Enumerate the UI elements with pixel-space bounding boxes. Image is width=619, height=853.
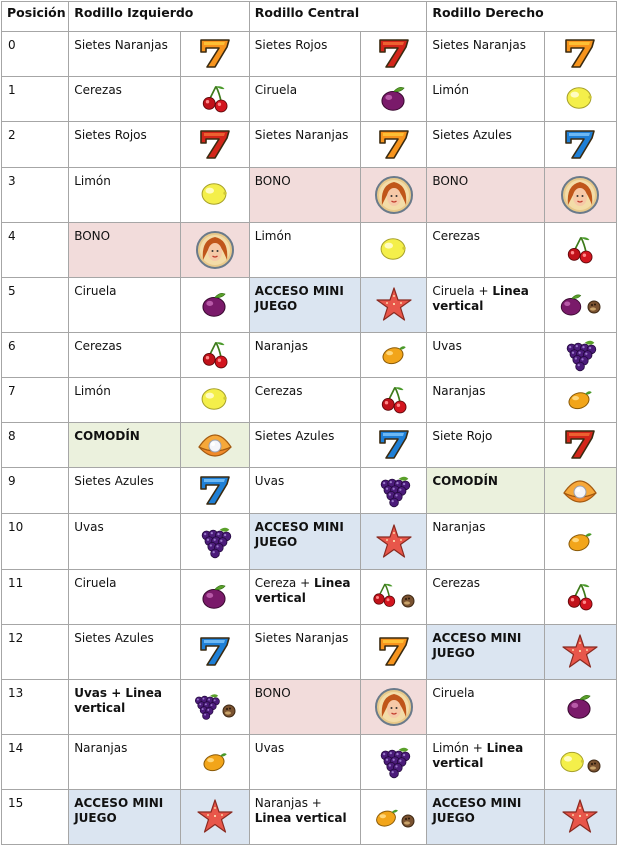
symbol-label: ACCESO MINI JUEGO [432,631,522,660]
symbol-label: Limón + [432,741,487,755]
symbol-label: Uvas [254,474,285,488]
center-reel-symbol-name [249,625,360,680]
left-reel-symbol-name [69,278,180,333]
orange-icon [195,742,235,782]
table-row [2,278,617,333]
left-reel-symbol-image [180,468,249,514]
left-reel-symbol-name [69,468,180,514]
position-cell: 0 [2,32,69,77]
right-reel-symbol-name [427,423,544,468]
symbol-label: Sietes Azules [74,474,154,488]
table-row [2,468,617,514]
left-reel-symbol-image [180,77,249,122]
left-reel-symbol-image [180,735,249,790]
table-row [2,168,617,223]
center-reel-symbol-image [361,514,427,570]
symbol-label: Ciruela [432,686,475,700]
symbol-label: COMODÍN [74,429,140,443]
symbol-label: Linea vertical [254,811,347,825]
left-reel-symbol-image [180,168,249,223]
center-reel-symbol-name [249,333,360,378]
center-reel-symbol-image [361,122,427,168]
symbol-label: Cerezas [432,229,481,243]
symbol-label: Sietes Azules [74,631,154,645]
right-reel-symbol-name [427,790,544,845]
symbol-label: Linea vertical [432,284,529,313]
symbol-label: ACCESO MINI JUEGO [74,796,164,825]
right-reel-symbol-name [427,514,544,570]
position-cell: 11 [2,570,69,625]
left-reel-symbol-image [180,223,249,278]
center-reel-symbol-name [249,680,360,735]
table-row [2,77,617,122]
left-reel-symbol-name [69,223,180,278]
symbol-label: Cerezas [74,83,122,97]
symbol-label: Naranjas + [254,796,322,810]
left-reel-symbol-image [180,570,249,625]
left-reel-symbol-name [69,77,180,122]
position-cell: 5 [2,278,69,333]
right-reel-symbol-image [544,122,616,168]
header-center-reel: Rodillo Central [249,2,427,32]
cherries-coconut-icon [370,577,418,617]
right-reel-symbol-name [427,223,544,278]
symbol-label: Limón [74,174,111,188]
center-reel-symbol-name [249,735,360,790]
right-reel-symbol-name [427,77,544,122]
center-reel-symbol-name [249,468,360,514]
left-reel-symbol-name [69,168,180,223]
left-reel-symbol-image [180,333,249,378]
right-reel-symbol-image [544,680,616,735]
center-reel-symbol-image [361,223,427,278]
table-row [2,423,617,468]
symbol-label: Sietes Naranjas [74,38,168,52]
center-reel-symbol-image [361,570,427,625]
position-cell: 1 [2,77,69,122]
bono-girl-icon [374,175,414,215]
symbol-label: ACCESO MINI JUEGO [254,520,344,549]
symbol-label: Naranjas [432,520,486,534]
starfish-icon [560,632,600,672]
right-reel-symbol-image [544,625,616,680]
center-reel-symbol-name [249,168,360,223]
table-row [2,333,617,378]
center-reel-symbol-image [361,77,427,122]
position-cell: 6 [2,333,69,378]
left-reel-symbol-image [180,278,249,333]
left-reel-symbol-image [180,680,249,735]
right-reel-symbol-image [544,168,616,223]
left-reel-symbol-name [69,514,180,570]
right-reel-symbol-name [427,278,544,333]
symbol-label: BONO [254,174,291,188]
right-reel-symbol-image [544,514,616,570]
lemon-icon [374,230,414,270]
symbol-label: Ciruela + [432,284,493,298]
header-position: Posición [2,2,69,32]
center-reel-symbol-image [361,468,427,514]
symbol-label: Uvas [74,520,104,534]
left-reel-symbol-name [69,423,180,468]
cherries-icon [560,577,600,617]
starfish-icon [374,285,414,325]
right-reel-symbol-image [544,223,616,278]
symbol-label: COMODÍN [432,474,498,488]
table-row [2,790,617,845]
cherries-icon [560,230,600,270]
symbol-label: Sietes Rojos [254,38,328,52]
left-reel-symbol-image [180,378,249,423]
table-row [2,625,617,680]
seven-blue-icon [560,125,600,165]
bono-girl-icon [560,175,600,215]
starfish-icon [195,797,235,837]
right-reel-symbol-name [427,735,544,790]
table-row [2,735,617,790]
orange-icon [374,335,414,375]
left-reel-symbol-name [69,680,180,735]
right-reel-symbol-name [427,122,544,168]
lemon-icon [560,79,600,119]
symbol-label: Naranjas [254,339,308,353]
cherries-icon [195,79,235,119]
center-reel-symbol-image [361,333,427,378]
right-reel-symbol-image [544,570,616,625]
pearl-shell-icon [195,425,235,465]
table-row [2,570,617,625]
grapes-icon [374,742,414,782]
right-reel-symbol-image [544,423,616,468]
grapes-icon [374,471,414,511]
symbol-label: Uvas [432,339,462,353]
seven-red-icon [195,125,235,165]
left-reel-symbol-image [180,514,249,570]
position-cell: 3 [2,168,69,223]
symbol-label: Siete Rojo [432,429,493,443]
left-reel-symbol-image [180,32,249,77]
header-row [2,2,617,32]
symbol-label: Sietes Naranjas [432,38,526,52]
symbol-label: Sietes Azules [254,429,335,443]
symbol-label: Sietes Rojos [74,128,147,142]
symbol-label: Ciruela [74,284,117,298]
left-reel-symbol-name [69,570,180,625]
center-reel-symbol-image [361,168,427,223]
center-reel-symbol-name [249,514,360,570]
position-cell: 8 [2,423,69,468]
center-reel-symbol-name [249,423,360,468]
reel-table-body [2,32,617,845]
symbol-label: BONO [254,686,291,700]
symbol-label: Sietes Azules [432,128,512,142]
seven-red-icon [560,425,600,465]
plum-coconut-icon [556,285,604,325]
left-reel-symbol-name [69,790,180,845]
seven-blue-icon [195,632,235,672]
left-reel-symbol-name [69,122,180,168]
left-reel-symbol-image [180,625,249,680]
position-cell: 15 [2,790,69,845]
symbol-label: Sietes Naranjas [254,631,349,645]
symbol-label: BONO [74,229,111,243]
symbol-label: ACCESO MINI JUEGO [432,796,522,825]
grapes-icon [560,335,600,375]
center-reel-symbol-image [361,278,427,333]
left-reel-symbol-image [180,122,249,168]
lemon-coconut-icon [556,742,604,782]
position-cell: 12 [2,625,69,680]
table-row [2,680,617,735]
right-reel-symbol-image [544,278,616,333]
symbol-label: Cerezas [432,576,481,590]
position-cell: 7 [2,378,69,423]
position-cell: 10 [2,514,69,570]
seven-red-icon [374,34,414,74]
orange-coconut-icon [370,797,418,837]
center-reel-symbol-image [361,423,427,468]
center-reel-symbol-image [361,32,427,77]
right-reel-symbol-name [427,333,544,378]
table-row [2,514,617,570]
plum-icon [560,687,600,727]
center-reel-symbol-image [361,378,427,423]
center-reel-symbol-name [249,77,360,122]
symbol-label: Linea vertical [254,576,351,605]
orange-icon [560,522,600,562]
left-reel-symbol-name [69,32,180,77]
seven-orange-icon [195,34,235,74]
left-reel-symbol-name [69,378,180,423]
symbol-label: Limón [432,83,469,97]
left-reel-symbol-image [180,423,249,468]
seven-blue-icon [195,471,235,511]
left-reel-symbol-name [69,735,180,790]
center-reel-symbol-image [361,790,427,845]
right-reel-symbol-name [427,468,544,514]
seven-blue-icon [374,425,414,465]
symbol-label: Cerezas [254,384,303,398]
symbol-label: Ciruela [254,83,298,97]
symbol-label: Naranjas [74,741,128,755]
center-reel-symbol-image [361,680,427,735]
plum-icon [195,577,235,617]
center-reel-symbol-name [249,122,360,168]
reel-positions-table [1,1,617,845]
right-reel-symbol-image [544,468,616,514]
right-reel-symbol-name [427,32,544,77]
left-reel-symbol-name [69,625,180,680]
right-reel-symbol-image [544,333,616,378]
bono-girl-icon [374,687,414,727]
symbol-label: Ciruela [74,576,117,590]
plum-icon [195,285,235,325]
center-reel-symbol-name [249,790,360,845]
center-reel-symbol-image [361,735,427,790]
symbol-label: Cereza + [254,576,314,590]
symbol-label: Linea vertical [432,741,524,770]
cherries-icon [195,335,235,375]
symbol-label: Limón [254,229,292,243]
header-left-reel: Rodillo Izquierdo [69,2,250,32]
symbol-label: Naranjas [432,384,486,398]
position-cell: 4 [2,223,69,278]
symbol-label: Limón [74,384,111,398]
table-row [2,122,617,168]
center-reel-symbol-name [249,570,360,625]
right-reel-symbol-image [544,790,616,845]
right-reel-symbol-image [544,735,616,790]
orange-icon [560,380,600,420]
lemon-icon [195,175,235,215]
symbol-label: Sietes Naranjas [254,128,349,142]
position-cell: 13 [2,680,69,735]
right-reel-symbol-image [544,378,616,423]
pearl-shell-icon [560,471,600,511]
symbol-label: Uvas + Linea vertical [74,686,162,715]
right-reel-symbol-name [427,378,544,423]
header-right-reel: Rodillo Derecho [427,2,617,32]
seven-orange-icon [374,632,414,672]
grapes-coconut-icon [191,687,239,727]
center-reel-symbol-name [249,378,360,423]
seven-orange-icon [374,125,414,165]
starfish-icon [374,522,414,562]
position-cell: 2 [2,122,69,168]
symbol-label: BONO [432,174,469,188]
symbol-label: ACCESO MINI JUEGO [254,284,344,313]
center-reel-symbol-name [249,223,360,278]
right-reel-symbol-image [544,77,616,122]
grapes-icon [195,522,235,562]
lemon-icon [195,380,235,420]
starfish-icon [560,797,600,837]
left-reel-symbol-image [180,790,249,845]
center-reel-symbol-image [361,625,427,680]
cherries-icon [374,380,414,420]
symbol-label: Cerezas [74,339,122,353]
symbol-label: Uvas [254,741,285,755]
right-reel-symbol-name [427,570,544,625]
bono-girl-icon [195,230,235,270]
right-reel-symbol-name [427,168,544,223]
position-cell: 14 [2,735,69,790]
table-row [2,223,617,278]
center-reel-symbol-name [249,278,360,333]
right-reel-symbol-name [427,625,544,680]
center-reel-symbol-name [249,32,360,77]
plum-icon [374,79,414,119]
left-reel-symbol-name [69,333,180,378]
table-row [2,378,617,423]
position-cell: 9 [2,468,69,514]
seven-orange-icon [560,34,600,74]
right-reel-symbol-image [544,32,616,77]
table-row [2,32,617,77]
right-reel-symbol-name [427,680,544,735]
